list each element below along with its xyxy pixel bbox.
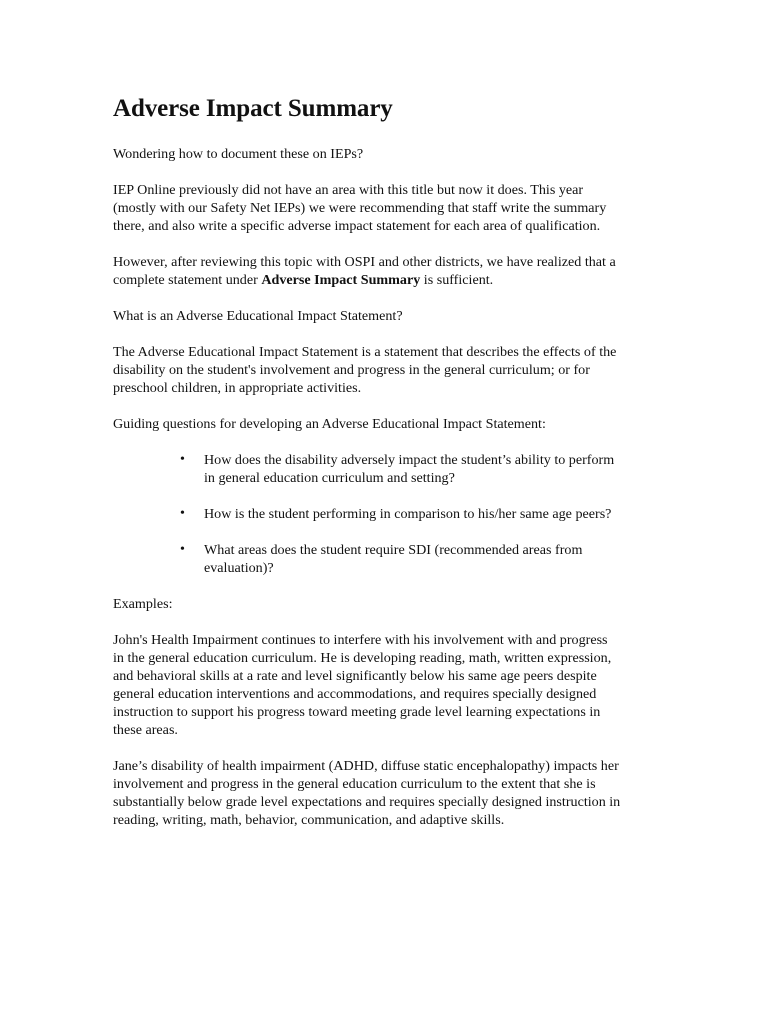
paragraph-statement-definition — [113, 343, 663, 397]
paragraph-line: in the general education curriculum. He is developing reading, math, written expression, — [113, 650, 612, 666]
paragraph-line: there, and also write a specific adverse impact statement for each area of qualification. — [113, 218, 601, 234]
paragraph-line: The Adverse Educational Impact Statement is a statement that describes the effects of the — [113, 344, 617, 360]
paragraph-line — [113, 271, 663, 289]
list-item — [113, 541, 663, 577]
list-item-line: in general education curriculum and setting? — [204, 470, 455, 486]
list-item-text — [204, 541, 663, 577]
bullet-icon: • — [180, 452, 185, 467]
paragraph-iep-online — [113, 181, 663, 235]
example-jane — [113, 757, 663, 829]
list-item-line: How is the student performing in comparison to his/her same age peers? — [204, 506, 612, 522]
paragraph-ospi-review — [113, 253, 663, 289]
paragraph-line: However, after reviewing this topic with OSPI and other districts, we have realized that a — [113, 254, 616, 270]
list-item-line: How does the disability adversely impact the student’s ability to perform — [204, 452, 615, 468]
list-item-text — [204, 505, 663, 523]
list-item-line: evaluation)? — [204, 560, 274, 576]
paragraph-line: Jane’s disability of health impairment (ADHD, diffuse static encephalopathy) impacts her — [113, 758, 619, 774]
intro-question: Wondering how to document these on IEPs? — [113, 146, 364, 162]
paragraph-line: instruction to support his progress toward meeting grade level learning expectations in — [113, 704, 601, 720]
paragraph-line: John's Health Impairment continues to interfere with his involvement with and progress — [113, 632, 608, 648]
paragraph-line: general education interventions and accommodations, and requires specially designed — [113, 686, 597, 702]
paragraph-line: and behavioral skills at a rate and level significantly below his same age peers despite — [113, 668, 597, 684]
page-title: Adverse Impact Summary — [113, 95, 393, 122]
bullet-icon: • — [180, 542, 185, 557]
paragraph-line: these areas. — [113, 722, 178, 738]
paragraph-line: involvement and progress in the general education curriculum to the extent that she is — [113, 776, 596, 792]
guiding-questions-heading: Guiding questions for developing an Adverse Educational Impact Statement: — [113, 416, 546, 432]
guiding-questions-list — [113, 451, 663, 577]
text-segment: is sufficient. — [420, 272, 494, 288]
example-john — [113, 631, 663, 739]
bold-term: Adverse Impact Summary — [261, 272, 421, 288]
paragraph-line: substantially below grade level expectations and requires specially designed instruction in — [113, 794, 621, 810]
list-item-text — [204, 451, 663, 487]
examples-label: Examples: — [113, 596, 173, 612]
paragraph-line: preschool children, in appropriate activities. — [113, 380, 362, 396]
paragraph-line: (mostly with our Safety Net IEPs) we were recommending that staff write the summary — [113, 200, 607, 216]
list-item — [113, 505, 663, 523]
paragraph-line: disability on the student's involvement and progress in the general curriculum; or for — [113, 362, 590, 378]
document-body — [113, 92, 663, 829]
list-item — [113, 451, 663, 487]
paragraph-line: reading, writing, math, behavior, communication, and adaptive skills. — [113, 812, 505, 828]
list-item-line: What areas does the student require SDI (recommended areas from — [204, 542, 583, 558]
text-segment: complete statement under — [113, 272, 262, 288]
paragraph-line: IEP Online previously did not have an area with this title but now it does. This year — [113, 182, 584, 198]
question-what-is-statement: What is an Adverse Educational Impact Statement? — [113, 308, 403, 324]
bullet-icon: • — [180, 506, 185, 521]
